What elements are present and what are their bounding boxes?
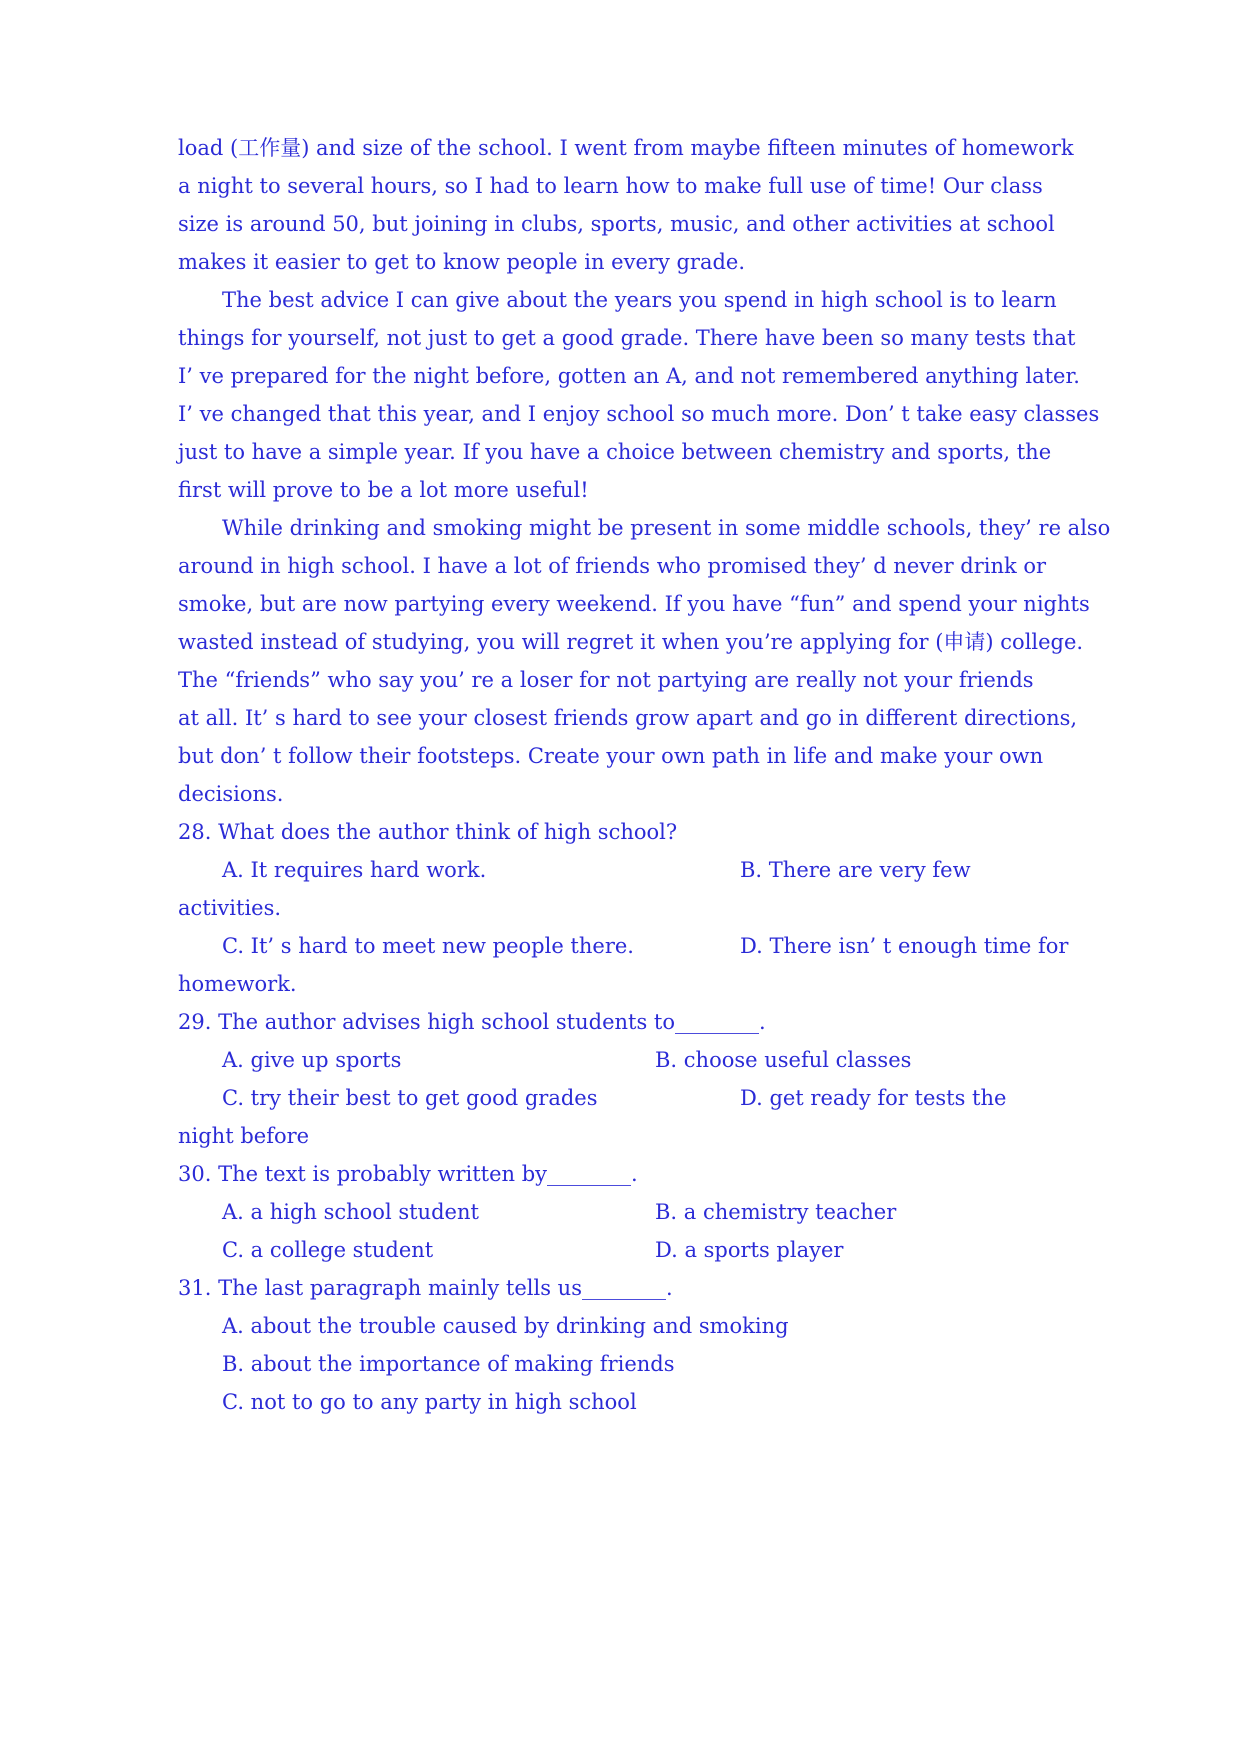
option-b: B. a chemistry teacher [655,1200,897,1224]
option-b-continuation: activities. [178,896,282,920]
option-a: A. a high school student [222,1200,479,1224]
passage-line: smoke, but are now partying every weekend. If you have “fun” and spend your nights [178,592,1090,616]
question-stem: 30. The text is probably written by________. [178,1162,638,1186]
option-b: B. choose useful classes [655,1048,912,1072]
option-b: B. There are very few [740,858,971,882]
option-c: C. It’ s hard to meet new people there. [222,934,634,958]
option-d-continuation: homework. [178,972,297,996]
option-b: B. about the importance of making friends [222,1352,675,1376]
question-stem: 28. What does the author think of high school? [178,820,678,844]
passage-line: a night to several hours, so I had to learn how to make full use of time! Our class [178,174,1043,198]
passage-line: around in high school. I have a lot of friends who promised they’ d never drink or [178,554,1047,578]
option-a: A. It requires hard work. [222,858,487,882]
question-stem: 31. The last paragraph mainly tells us________. [178,1276,673,1300]
option-a: A. give up sports [222,1048,402,1072]
passage-line: While drinking and smoking might be present in some middle schools, they’ re also [222,516,1111,540]
option-d: D. a sports player [655,1238,844,1262]
option-a: A. about the trouble caused by drinking and smoking [222,1314,789,1338]
question-stem: 29. The author advises high school students to________. [178,1010,766,1034]
passage-line: decisions. [178,782,284,806]
passage-line: The best advice I can give about the years you spend in high school is to learn [222,288,1057,312]
passage-line: load (工作量) and size of the school. I went from maybe fifteen minutes of homework [178,136,1074,160]
option-d-continuation: night before [178,1124,310,1148]
option-c: C. not to go to any party in high school [222,1390,637,1414]
option-c: C. a college student [222,1238,434,1262]
passage-line: just to have a simple year. If you have a choice between chemistry and sports, the [178,440,1052,464]
passage-line: things for yourself, not just to get a good grade. There have been so many tests that [178,326,1076,350]
passage-line: wasted instead of studying, you will regret it when you’re applying for (申请) college. [178,630,1084,654]
option-c: C. try their best to get good grades [222,1086,598,1110]
passage-line: I’ ve prepared for the night before, gotten an A, and not remembered anything later. [178,364,1080,388]
passage-line: The “friends” who say you’ re a loser for not partying are really not your friends [178,668,1034,692]
passage-line: but don’ t follow their footsteps. Create your own path in life and make your own [178,744,1044,768]
passage-line: makes it easier to get to know people in every grade. [178,250,746,274]
passage-line: I’ ve changed that this year, and I enjoy school so much more. Don’ t take easy classes [178,402,1100,426]
option-d: D. There isn’ t enough time for [740,934,1069,958]
passage-line: first will prove to be a lot more useful! [178,478,589,502]
option-d: D. get ready for tests the [740,1086,1007,1110]
passage-line: at all. It’ s hard to see your closest friends grow apart and go in different directions, [178,706,1078,730]
passage-line: size is around 50, but joining in clubs, sports, music, and other activities at school [178,212,1055,236]
